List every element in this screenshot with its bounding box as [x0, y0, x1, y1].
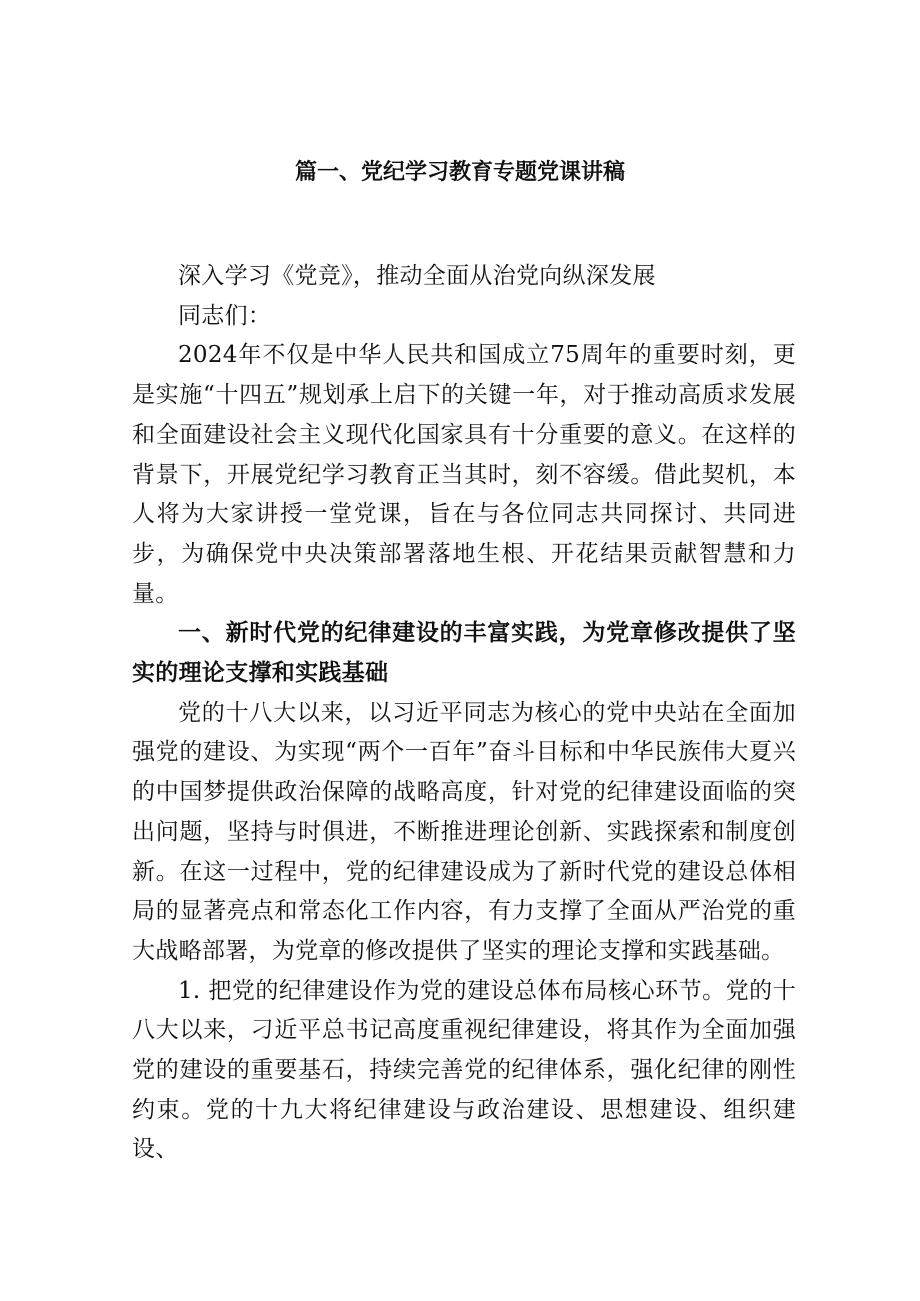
section-heading: 一、新时代党的纪律建设的丰富实践，为党章修改提供了坚实的理论支撑和实践基础 — [132, 620, 796, 687]
speech-subtitle: 深入学习《党竞》，推动全面从治党向纵深发展 — [178, 263, 656, 289]
document-body — [132, 257, 796, 1170]
salutation: 同志们： — [178, 302, 272, 329]
document-title: 篇一、党纪学习教育专题党课讲稿 — [294, 160, 625, 185]
body-paragraph: 党的十八大以来，以习近平同志为核心的党中央站在全面加强党的建设、为实现“两个一百年”奋斗目标和中华民族伟大夏兴的中国梦提供政治保障的战略高度，针对党的纪律建设面临的突出问题，坚持与时俱进，不断推进理论创新、实践探索和制度创新。在这一过程中，党的纪律建设成为了新时代党的建设总体相局的显著亮点和常态化工作内容，有力支撑了全面从严治党的重大战略部署，为党章的修改提供了坚实的理论支撑和实践基础。 — [132, 699, 796, 964]
body-paragraph: 1. 把党的纪律建设作为党的建设总体布局核心环节。党的十八大以来，刁近平总书记高度重视纪律建设，将其作为全面加强党的建设的重要基石，持续完善党的纪律体系，强化纪律的刚性约束。党的十九大将纪律建设与政治建设、思想建设、组织建设、 — [132, 977, 796, 1163]
body-paragraph: 2024年不仅是中华人民共和国成立75周年的重要时刻，更是实施“十四五”规划承上启下的关键一年，对于推动高质求发展和全面建设社会主义现代化国家具有十分重要的意义。在这样的背景下，开展党纪学习教育正当其时，刻不容缓。借此契机，本人将为大家讲授一堂党课，旨在与各位同志共同探讨、共同进步，为确保党中央决策部署落地生根、开花结果贡献智慧和力量。 — [132, 342, 796, 607]
